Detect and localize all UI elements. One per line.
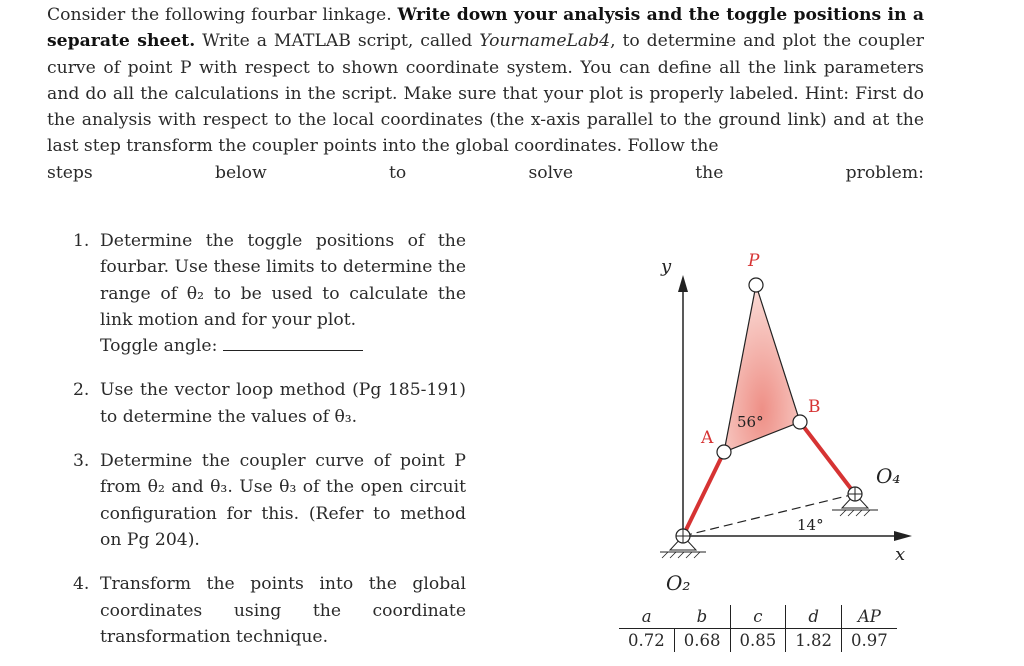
intro-word: to bbox=[388, 162, 407, 183]
step-number: 4. bbox=[73, 574, 90, 595]
coupler-angle-label: 56° bbox=[737, 413, 764, 431]
value-cell: 1.82 bbox=[786, 629, 842, 653]
step-text: Determine the toggle positions of the fourbar. Use these limits to determine the range of θ₂ to be used to calculate the link motion and for your plot. bbox=[100, 231, 466, 330]
intro-word: steps bbox=[47, 162, 93, 183]
script-name: YournameLab4 bbox=[479, 31, 611, 52]
ground-angle-label: 14° bbox=[797, 516, 824, 534]
ground-support-o2 bbox=[660, 529, 706, 558]
pin-b bbox=[793, 415, 807, 429]
step-item bbox=[73, 228, 466, 359]
toggle-angle-blank bbox=[223, 336, 363, 351]
point-a-label: A bbox=[701, 428, 714, 448]
rocker-link-c bbox=[800, 422, 855, 494]
ground-link-dashed bbox=[683, 494, 855, 536]
intro-word: problem: bbox=[845, 162, 924, 183]
header-cell: a bbox=[619, 605, 674, 629]
y-axis-label: y bbox=[661, 256, 672, 277]
header-cell: d bbox=[786, 605, 842, 629]
x-axis-label: x bbox=[895, 544, 906, 565]
intro-sentence-3: , to determine and plot the coupler curve of point P with respect to shown coordinate system. You can define all the link parameters and do all the calculations in the script. Make sure that your plot is properly labeled. Hint: First do the analysis with respect to the local coordinates (the x-axis parallel to the ground link) and at the last step transform the coupler points into the global coordinates. Follow the bbox=[47, 31, 924, 157]
table-header-row bbox=[619, 605, 897, 629]
problem-statement bbox=[47, 2, 924, 186]
header-cell: AP bbox=[842, 605, 897, 629]
step-number: 1. bbox=[73, 231, 90, 251]
step-text: Use the vector loop method (Pg 185-191) to determine the values of θ₃. bbox=[100, 380, 466, 427]
step-number: 3. bbox=[73, 451, 90, 472]
intro-sentence-2: Write a MATLAB script, called bbox=[202, 31, 473, 52]
ground-support-o4 bbox=[832, 487, 878, 516]
intro-last-line bbox=[47, 160, 924, 186]
link-parameters-table bbox=[619, 605, 897, 652]
crank-link-a bbox=[683, 452, 724, 536]
header-cell: c bbox=[730, 605, 786, 629]
value-cell: 0.72 bbox=[628, 631, 665, 650]
step-item bbox=[73, 571, 466, 650]
table-row bbox=[619, 629, 897, 653]
step-item bbox=[73, 448, 466, 553]
intro-bold-instruction: Write down your analysis and the toggle positions in a separate sheet. bbox=[47, 5, 924, 52]
y-axis-arrow bbox=[678, 275, 688, 292]
header-cell: b bbox=[674, 605, 730, 629]
step-number: 2. bbox=[73, 380, 90, 401]
x-axis-arrow bbox=[894, 531, 912, 541]
intro-sentence-1: Consider the following fourbar linkage. bbox=[47, 5, 392, 25]
o2-label: O₂ bbox=[666, 571, 691, 595]
pin-p bbox=[749, 278, 763, 292]
step-text: Determine the coupler curve of point P from θ₂ and θ₃. Use θ₃ of the open circuit configuration for this. (Refer to method on Pg 204). bbox=[100, 451, 466, 550]
toggle-angle-label: Toggle angle: bbox=[100, 336, 218, 357]
intro-word: solve bbox=[528, 162, 573, 183]
step-item bbox=[73, 377, 466, 430]
value-cell: 0.85 bbox=[730, 629, 786, 653]
intro-word: the bbox=[695, 162, 724, 183]
point-p-label: P bbox=[748, 251, 760, 271]
o4-label: O₄ bbox=[876, 464, 901, 488]
value-cell: 0.97 bbox=[842, 629, 897, 653]
pin-a bbox=[717, 445, 731, 459]
intro-word: below bbox=[214, 162, 267, 183]
point-b-label: B bbox=[808, 397, 821, 417]
fourbar-linkage-figure bbox=[600, 240, 930, 600]
step-text: Transform the points into the global coordinates using the coordinate transformation technique. bbox=[100, 574, 466, 647]
steps-list bbox=[73, 228, 466, 650]
value-cell: 0.68 bbox=[674, 629, 730, 653]
